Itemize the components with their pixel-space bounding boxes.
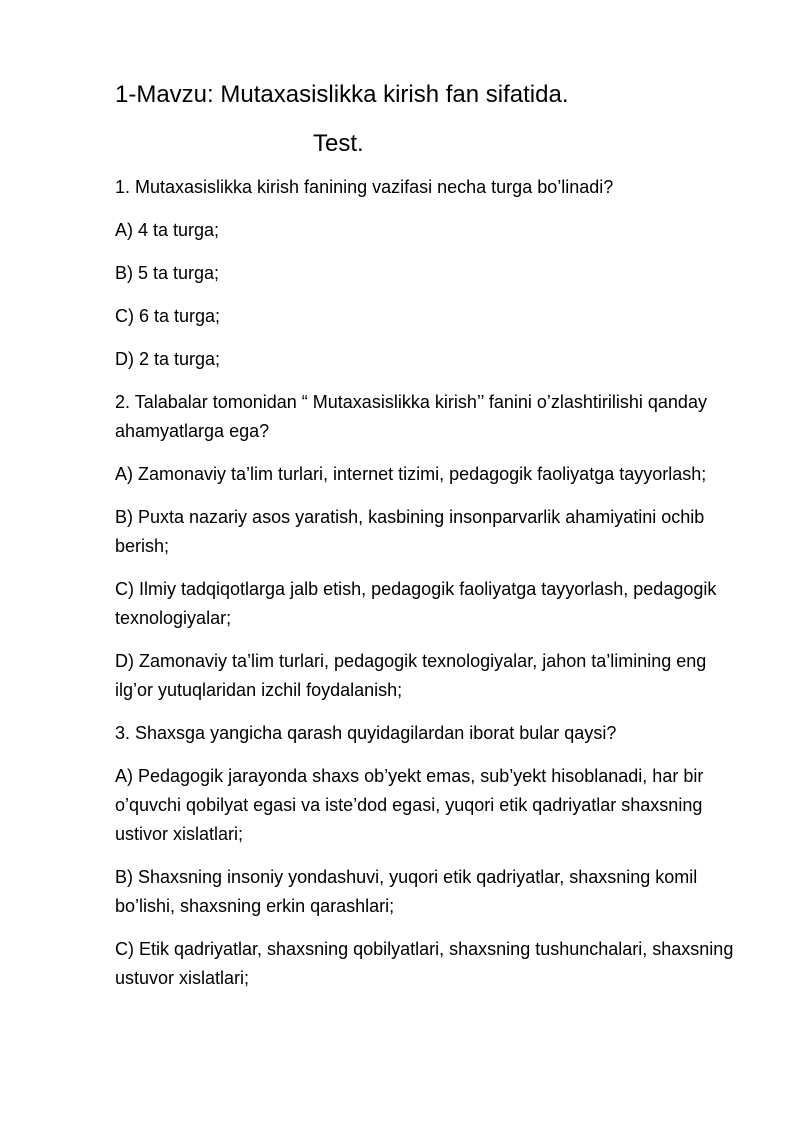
question-3-option-b: B) Shaxsning insoniy yondashuvi, yuqori etik qadriyatlar, shaxsning komil bo’lishi, shaxsning erkin qarashlari; [115,867,698,916]
question-3-option-a: A) Pedagogik jarayonda shaxs ob’yekt emas, sub’yekt hisoblanadi, har bir o’quvchi qobilyat egasi va iste’dod egasi, yuqori etik qadriyatlar shaxsning ustivor xislatlari; [115,766,704,844]
question-1: 1. Mutaxasislikka kirish fanining vazifasi necha turga bo’linadi? [115,177,614,197]
document-content [115,78,740,993]
question-1-option-a: A) 4 ta turga; [115,220,220,240]
question-2-option-b: B) Puxta nazariy asos yaratish, kasbining insonparvarlik ahamiyatini ochib berish; [115,507,705,556]
document-subtitle: Test. [313,130,364,157]
question-3: 3. Shaxsga yangicha qarash quyidagilardan iborat bular qaysi? [115,723,617,743]
question-1-option-d: D) 2 ta turga; [115,349,221,369]
question-3-option-c: C) Etik qadriyatlar, shaxsning qobilyatlari, shaxsning tushunchalari, shaxsning ustuvor xislatlari; [115,939,734,988]
question-2-option-c: C) Ilmiy tadqiqotlarga jalb etish, pedagogik faoliyatga tayyorlash, pedagogik texnologiyalar; [115,579,717,628]
question-1-option-b: B) 5 ta turga; [115,263,220,283]
question-1-option-c: C) 6 ta turga; [115,306,221,326]
question-2: 2. Talabalar tomonidan “ Mutaxasislikka kirish’’ fanini o’zlashtirilishi qanday ahamyatlarga ega? [115,392,707,441]
document-title: 1-Mavzu: Mutaxasislikka kirish fan sifatida. [115,81,569,108]
question-2-option-d: D) Zamonaviy ta’lim turlari, pedagogik texnologiyalar, jahon ta’limining eng ilg’or yutuqlaridan izchil foydalanish; [115,651,707,700]
question-2-option-a: A) Zamonaviy ta’lim turlari, internet tizimi, pedagogik faoliyatga tayyorlash; [115,464,707,484]
